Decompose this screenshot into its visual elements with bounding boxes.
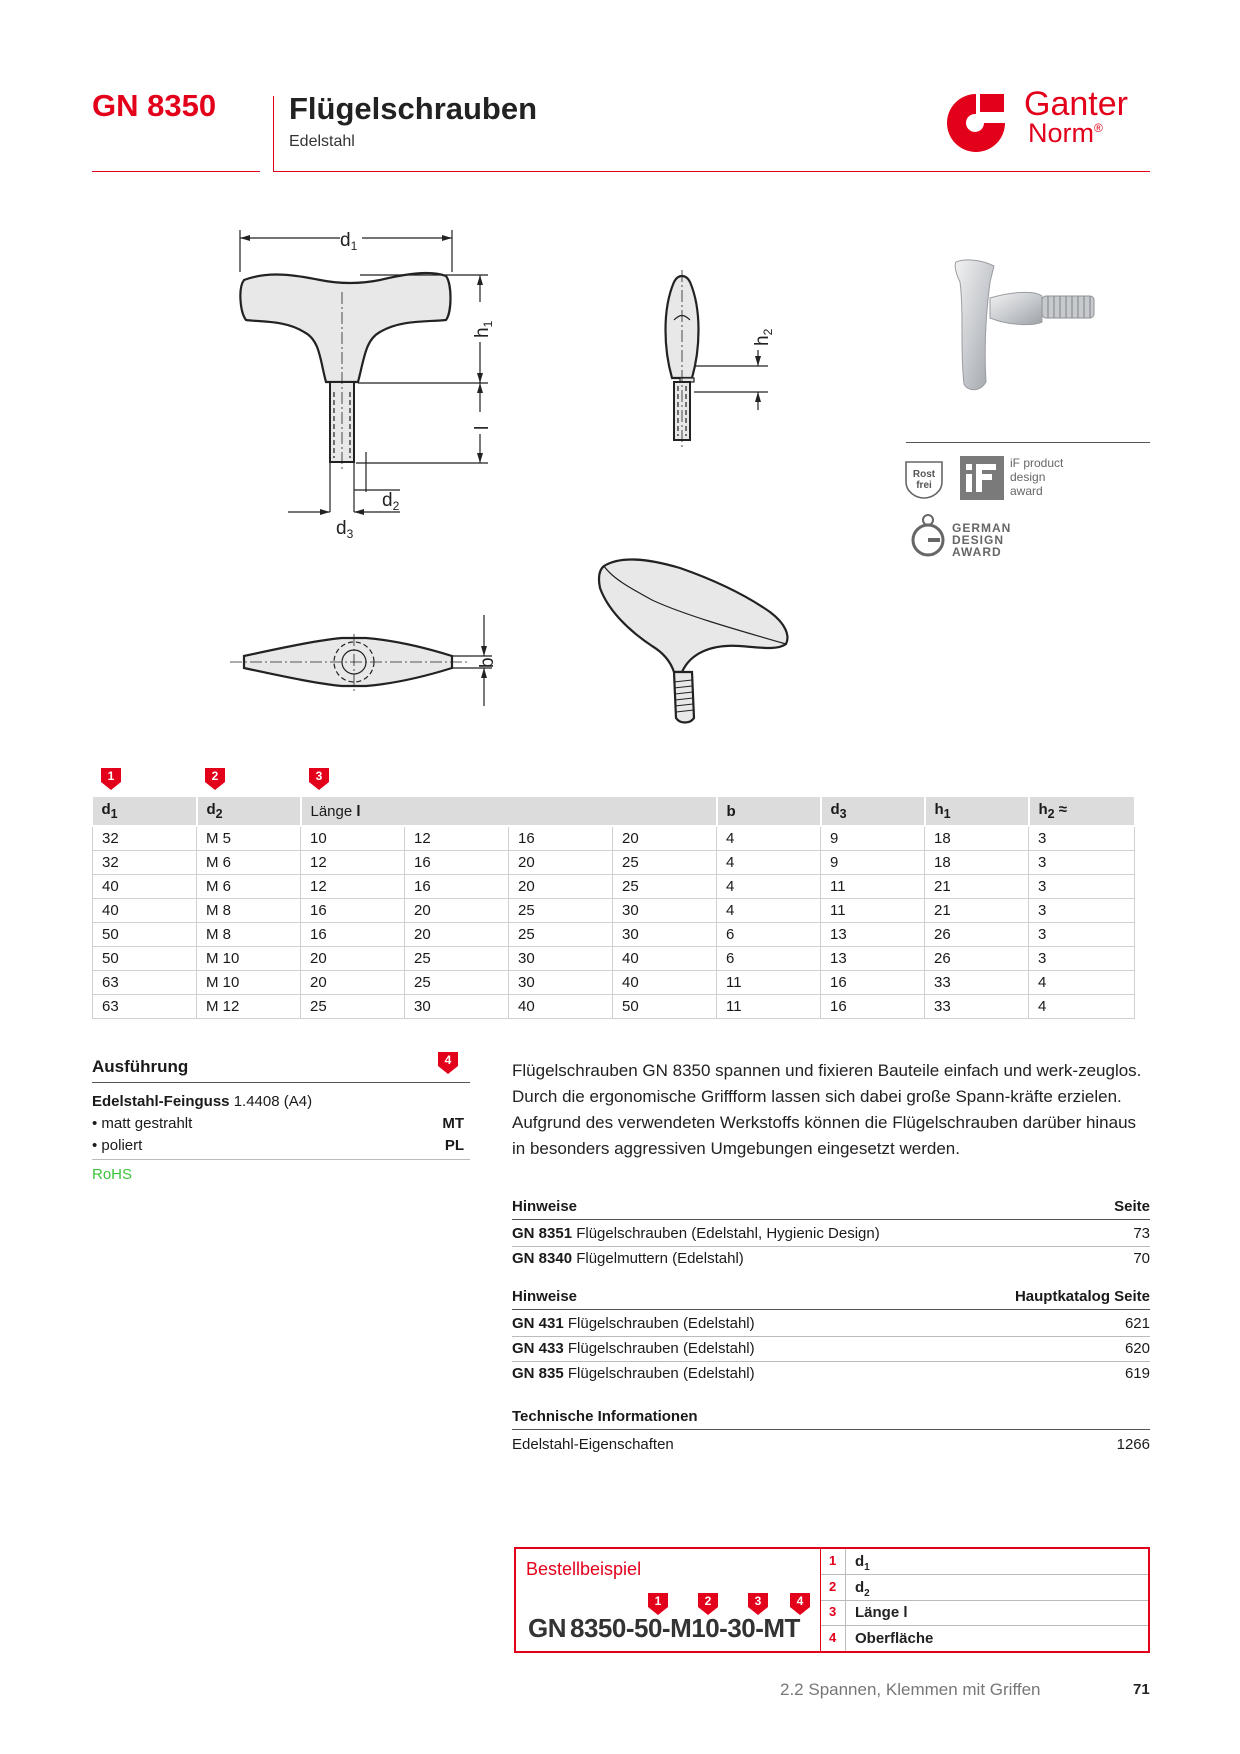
technik-rule	[512, 1429, 1150, 1430]
table-cell: 63	[93, 995, 197, 1019]
table-cell: 50	[93, 923, 197, 947]
header-d3: $d_3$	[821, 797, 925, 826]
footer-section: 2.2 Spannen, Klemmen mit Griffen	[780, 1680, 1041, 1699]
ausfuehrung-bottom-rule	[92, 1159, 470, 1160]
rohs-label: RoHS	[92, 1166, 133, 1183]
table-cell: 32	[93, 826, 197, 851]
hinweise-hauptkatalog-heading: Hinweise Hauptkatalog Seite	[512, 1288, 1150, 1305]
table-cell: M 8	[197, 899, 301, 923]
table-cell: 13	[821, 923, 925, 947]
order-legend-label: $d_1$	[855, 1553, 870, 1573]
table-cell: 16	[405, 875, 509, 899]
table-cell: 40	[509, 995, 613, 1019]
awards-rule	[906, 442, 1150, 443]
technik-heading: Technische Informationen	[512, 1408, 698, 1425]
table-cell: 26	[925, 923, 1029, 947]
table-cell: 16	[405, 851, 509, 875]
table-cell: 25	[613, 851, 717, 875]
table-cell: 33	[925, 995, 1029, 1019]
hinweise-heading: Hinweise Seite	[512, 1198, 1150, 1215]
hinweise-rule	[512, 1309, 1150, 1310]
order-legend-label: Länge l	[855, 1604, 908, 1621]
ganter-logo-icon	[940, 88, 1012, 154]
table-row	[93, 851, 1135, 875]
table-cell: 33	[925, 971, 1029, 995]
dim-label-h1: $h_1$	[472, 320, 495, 338]
header-laenge: Länge l	[301, 797, 717, 826]
order-code: GN 8350-50-M10-30-MT	[528, 1613, 800, 1643]
table-cell: 20	[301, 971, 405, 995]
table-cell: 16	[509, 826, 613, 851]
material-line: Edelstahl-Feinguss 1.4408 (A4)	[92, 1093, 313, 1110]
table-cell: 20	[301, 947, 405, 971]
table-cell: 63	[93, 971, 197, 995]
row-divider	[512, 1246, 1150, 1247]
table-cell: 26	[925, 947, 1029, 971]
table-cell: 6	[717, 923, 821, 947]
table-cell: 4	[1029, 971, 1135, 995]
if-award-text: iF product design award	[1010, 456, 1064, 498]
page-title: Flügelschrauben	[289, 91, 538, 126]
order-legend-divider	[845, 1600, 846, 1625]
table-cell: M 10	[197, 971, 301, 995]
table-cell: 30	[405, 995, 509, 1019]
header-rule-right	[274, 171, 1150, 172]
table-cell: M 12	[197, 995, 301, 1019]
column-marker-4: 4	[438, 1052, 458, 1074]
table-cell: 4	[717, 899, 821, 923]
table-cell: 25	[509, 899, 613, 923]
table-cell: 11	[717, 995, 821, 1019]
table-cell: 12	[405, 826, 509, 851]
table-cell: 25	[405, 971, 509, 995]
ausfuehrung-heading: Ausführung	[92, 1057, 189, 1076]
logo-wordmark-norm: Norm®	[1028, 118, 1103, 148]
table-cell: 11	[717, 971, 821, 995]
table-row	[93, 826, 1135, 851]
table-cell: 3	[1029, 826, 1135, 851]
table-cell: 40	[613, 971, 717, 995]
dim-label-d3: $d_3$	[336, 518, 354, 541]
column-marker-3: 3	[309, 768, 329, 790]
table-cell: 18	[925, 851, 1029, 875]
table-cell: 9	[821, 851, 925, 875]
header-h1: $h_1$	[925, 797, 1029, 826]
ausfuehrung-rule	[92, 1082, 470, 1083]
table-row	[93, 899, 1135, 923]
order-legend-number: 3	[829, 1604, 837, 1619]
product-photo	[950, 252, 1110, 402]
order-legend-row	[821, 1600, 1148, 1626]
column-marker-2: 2	[205, 768, 225, 790]
table-cell: 6	[717, 947, 821, 971]
order-example-box	[514, 1547, 1150, 1653]
table-cell: M 6	[197, 851, 301, 875]
table-cell: 25	[405, 947, 509, 971]
reference-row[interactable]: GN 835 Flügelschrauben (Edelstahl) 619	[512, 1365, 1150, 1382]
order-example-title: Bestellbeispiel	[526, 1559, 642, 1579]
table-cell: 16	[301, 899, 405, 923]
table-cell: 16	[821, 995, 925, 1019]
order-legend-number: 1	[829, 1553, 837, 1568]
table-cell: 20	[509, 875, 613, 899]
table-cell: 30	[509, 947, 613, 971]
top-view-drawing	[230, 610, 500, 710]
isometric-outline-drawing	[590, 548, 810, 758]
header-d1: $d_1$	[93, 797, 197, 826]
header-d2: $d_2$	[197, 797, 301, 826]
table-cell: 30	[509, 971, 613, 995]
logo-wordmark-ganter: Ganter	[1024, 85, 1128, 123]
table-cell: 3	[1029, 875, 1135, 899]
table-cell: 9	[821, 826, 925, 851]
german-design-award-icon	[910, 512, 950, 558]
row-divider	[512, 1336, 1150, 1337]
header-h2: $h_2$ ≈	[1029, 797, 1135, 826]
column-marker-1: 1	[101, 768, 121, 790]
table-cell: 13	[821, 947, 925, 971]
table-cell: 11	[821, 899, 925, 923]
finish-item: • matt gestrahlt MT	[92, 1115, 464, 1132]
product-code: GN 8350	[92, 88, 217, 123]
order-marker-3: 3	[748, 1593, 768, 1615]
table-cell: 10	[301, 826, 405, 851]
header-separator	[273, 96, 274, 172]
table-cell: M 6	[197, 875, 301, 899]
table-cell: 21	[925, 899, 1029, 923]
table-cell: 50	[93, 947, 197, 971]
table-cell: 11	[821, 875, 925, 899]
order-legend-row	[821, 1626, 1148, 1651]
table-cell: 25	[613, 875, 717, 899]
table-cell: 18	[925, 826, 1029, 851]
if-award-icon	[960, 456, 1004, 500]
table-cell: 40	[93, 875, 197, 899]
reference-row[interactable]: GN 8351 Flügelschrauben (Edelstahl, Hygienic Design) 73	[512, 1225, 1150, 1242]
table-cell: 50	[613, 995, 717, 1019]
table-cell: 25	[301, 995, 405, 1019]
reference-row[interactable]: Edelstahl-Eigenschaften 1266	[512, 1436, 1150, 1453]
order-legend-divider	[845, 1626, 846, 1651]
table-cell: 16	[821, 971, 925, 995]
table-cell: 30	[613, 899, 717, 923]
page-number: 71	[1133, 1681, 1150, 1698]
table-row	[93, 875, 1135, 899]
table-row	[93, 971, 1135, 995]
table-cell: 30	[613, 923, 717, 947]
table-row	[93, 947, 1135, 971]
table-row	[93, 995, 1135, 1019]
dim-label-b: b	[477, 657, 498, 668]
hinweise-rule	[512, 1219, 1150, 1220]
table-cell: 20	[405, 899, 509, 923]
table-cell: 16	[301, 923, 405, 947]
table-cell: 32	[93, 851, 197, 875]
table-cell: 4	[717, 875, 821, 899]
table-cell: 3	[1029, 923, 1135, 947]
table-cell: 12	[301, 875, 405, 899]
table-cell: 40	[613, 947, 717, 971]
table-header-row	[93, 797, 1135, 826]
order-legend-label: Oberfläche	[855, 1629, 934, 1647]
dim-label-h2: $h_2$	[752, 328, 775, 346]
finish-item: • poliert PL	[92, 1137, 464, 1154]
table-cell: 4	[717, 826, 821, 851]
table-cell: 3	[1029, 851, 1135, 875]
table-cell: 12	[301, 851, 405, 875]
table-cell: 3	[1029, 947, 1135, 971]
row-divider	[512, 1361, 1150, 1362]
order-legend-label: $d_2$	[855, 1578, 870, 1599]
dimension-table	[92, 797, 1136, 1019]
table-cell: 3	[1029, 899, 1135, 923]
rostfrei-badge-icon	[902, 458, 946, 500]
table-cell: 20	[509, 851, 613, 875]
table-cell: 25	[509, 923, 613, 947]
dim-label-d2: $d_2$	[382, 490, 400, 513]
table-cell: 40	[93, 899, 197, 923]
product-description: Flügelschrauben GN 8350 spannen und fixieren Bauteile einfach und werk-zeuglos. Durch die ergonomische Griffform lassen sich dabei große Spann-kräfte erzielen. Aufgrund des verwendeten Werkstoffs können die Flügelschrauben darüber hinaus in besonders aggressiven Umgebungen eingesetzt werden.	[512, 1061, 1142, 1158]
german-design-award-text: GERMAN DESIGN AWARD	[952, 521, 1012, 559]
order-legend-divider	[845, 1549, 846, 1574]
front-view-drawing	[230, 222, 510, 562]
order-legend-number: 4	[829, 1629, 837, 1645]
header-rule-left	[92, 171, 260, 172]
reference-row[interactable]: GN 431 Flügelschrauben (Edelstahl) 621	[512, 1315, 1150, 1332]
table-row	[93, 923, 1135, 947]
page-subtitle: Edelstahl	[289, 133, 355, 150]
header-b: b	[717, 797, 821, 826]
svg-text:Rost: Rost	[912, 469, 936, 480]
table-cell: 4	[1029, 995, 1135, 1019]
order-marker-4: 4	[790, 1593, 810, 1615]
order-legend-row	[821, 1549, 1148, 1575]
order-marker-2: 2	[698, 1593, 718, 1615]
table-cell: M 5	[197, 826, 301, 851]
table-cell: M 10	[197, 947, 301, 971]
side-view-drawing	[650, 270, 775, 480]
order-legend-divider	[845, 1575, 846, 1600]
table-cell: 21	[925, 875, 1029, 899]
order-legend-number: 2	[829, 1578, 837, 1594]
dim-label-l: l	[472, 425, 493, 430]
order-legend-row	[821, 1575, 1148, 1601]
reference-row[interactable]: GN 433 Flügelschrauben (Edelstahl) 620	[512, 1340, 1150, 1357]
svg-text:frei: frei	[916, 480, 932, 491]
table-cell: M 8	[197, 923, 301, 947]
order-marker-1: 1	[648, 1593, 668, 1615]
table-cell: 20	[613, 826, 717, 851]
table-cell: 4	[717, 851, 821, 875]
table-cell: 20	[405, 923, 509, 947]
dim-label-d1: $d_1$	[340, 230, 358, 253]
reference-row[interactable]: GN 8340 Flügelmuttern (Edelstahl) 70	[512, 1250, 1150, 1267]
